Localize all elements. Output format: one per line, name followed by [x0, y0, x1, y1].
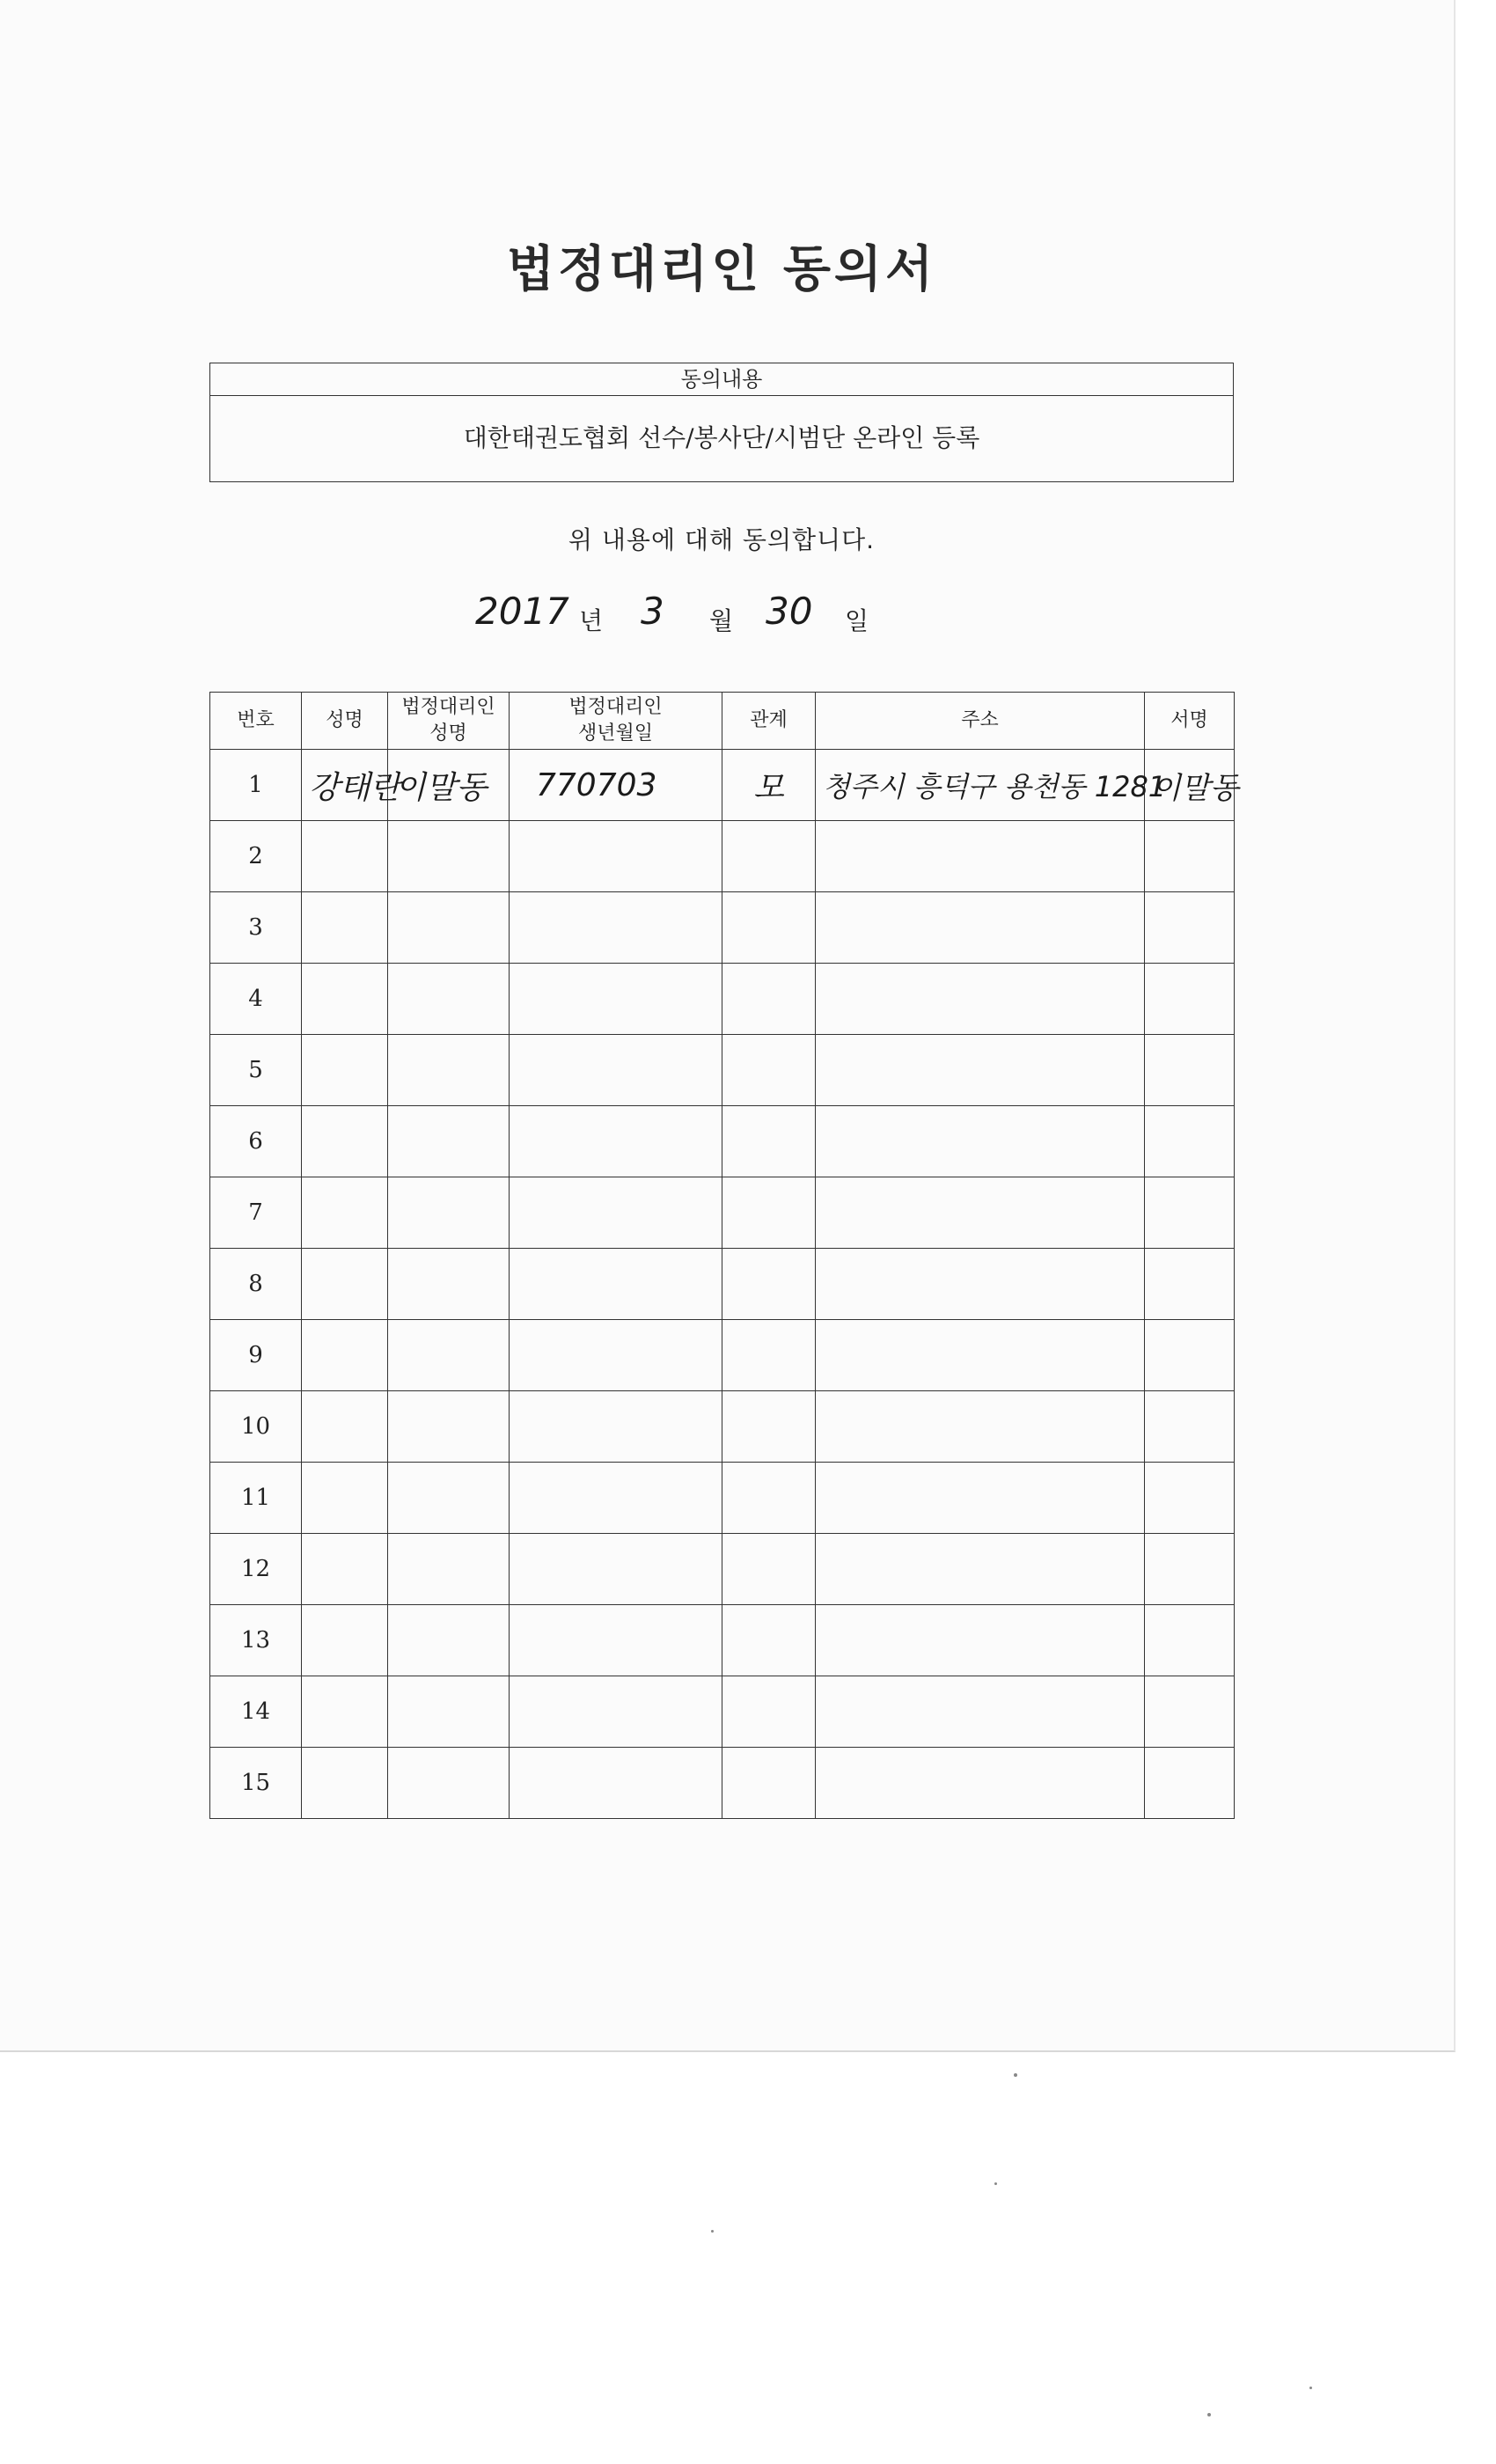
- header-signature: 서명: [1145, 693, 1235, 750]
- scan-speck: [1014, 2073, 1017, 2077]
- row-relation: [722, 1463, 816, 1534]
- row-relation: [722, 892, 816, 964]
- row-address: [816, 1106, 1145, 1177]
- table-row: [210, 1035, 1235, 1106]
- date-year-unit: 년: [579, 606, 604, 635]
- row-number: 1: [210, 750, 302, 821]
- row-guardian-birth: 770703: [510, 750, 722, 821]
- row-name: [302, 964, 388, 1035]
- date-day-unit: 일: [845, 606, 869, 635]
- row-name: [302, 821, 388, 892]
- row-relation: [722, 964, 816, 1035]
- row-relation: [722, 1605, 816, 1676]
- row-guardian-name: [388, 1035, 510, 1106]
- table-row: [210, 1249, 1235, 1320]
- row-number: 13: [210, 1605, 302, 1676]
- row-guardian-birth: [510, 892, 722, 964]
- consent-box: [209, 363, 1234, 482]
- row-relation: [722, 1748, 816, 1819]
- table-row: [210, 1106, 1235, 1177]
- row-address: [816, 1320, 1145, 1391]
- row-guardian-name: [388, 1177, 510, 1249]
- row-guardian-birth: [510, 964, 722, 1035]
- row-guardian-name: [388, 1463, 510, 1534]
- row-guardian-birth: [510, 1605, 722, 1676]
- row-name: [302, 1106, 388, 1177]
- row-relation: [722, 1391, 816, 1463]
- table-header-row: [210, 693, 1235, 750]
- row-address: [816, 964, 1145, 1035]
- row-relation: [722, 821, 816, 892]
- row-name: [302, 1748, 388, 1819]
- row-number: 3: [210, 892, 302, 964]
- row-relation: [722, 1320, 816, 1391]
- row-relation: [722, 1676, 816, 1748]
- consent-header: 동의내용: [210, 363, 1233, 396]
- row-guardian-name: [388, 1320, 510, 1391]
- row-guardian-birth: [510, 1391, 722, 1463]
- row-address: [816, 1534, 1145, 1605]
- header-guardian-name: [388, 693, 510, 750]
- header-guardian-birth: [510, 693, 722, 750]
- row-guardian-birth: [510, 1177, 722, 1249]
- table-row: [210, 1177, 1235, 1249]
- row-guardian-birth: [510, 1463, 722, 1534]
- row-signature: 이말동: [1145, 750, 1235, 821]
- row-number: 12: [210, 1534, 302, 1605]
- row-relation: [722, 1035, 816, 1106]
- table-row: [210, 821, 1235, 892]
- row-relation: [722, 1249, 816, 1320]
- row-guardian-name: [388, 821, 510, 892]
- table-row: [210, 1605, 1235, 1676]
- row-signature: [1145, 1035, 1235, 1106]
- row-guardian-birth: [510, 1106, 722, 1177]
- row-signature: [1145, 821, 1235, 892]
- scan-speck: [1207, 2413, 1211, 2416]
- header-guardian-birth-line1: 법정대리인: [568, 696, 663, 718]
- document-title: 법정대리인 동의서: [506, 241, 937, 298]
- header-guardian-birth-line2: 생년월일: [577, 722, 653, 744]
- row-number: 5: [210, 1035, 302, 1106]
- row-guardian-name: [388, 1391, 510, 1463]
- scan-speck: [711, 2230, 714, 2233]
- row-name: [302, 892, 388, 964]
- row-guardian-birth: [510, 1748, 722, 1819]
- row-name: [302, 1463, 388, 1534]
- agree-statement: 위 내용에 대해 동의합니다.: [568, 525, 876, 554]
- table-row: [210, 1463, 1235, 1534]
- row-name: [302, 1605, 388, 1676]
- row-guardian-name: [388, 1534, 510, 1605]
- row-relation: [722, 1106, 816, 1177]
- header-address: 주소: [816, 693, 1145, 750]
- table-row: [210, 1748, 1235, 1819]
- row-address: [816, 1391, 1145, 1463]
- row-address: [816, 1035, 1145, 1106]
- row-number: 15: [210, 1748, 302, 1819]
- row-relation: 모: [722, 750, 816, 821]
- scan-speck: [1309, 2387, 1312, 2389]
- row-signature: [1145, 1748, 1235, 1819]
- row-number: 6: [210, 1106, 302, 1177]
- row-relation: [722, 1534, 816, 1605]
- row-guardian-name: [388, 1676, 510, 1748]
- row-number: 10: [210, 1391, 302, 1463]
- row-address: [816, 1463, 1145, 1534]
- scan-speck: [994, 2182, 997, 2185]
- header-number: 번호: [210, 693, 302, 750]
- header-relation: 관계: [722, 693, 816, 750]
- row-signature: [1145, 1106, 1235, 1177]
- row-number: 8: [210, 1249, 302, 1320]
- row-name: [302, 1177, 388, 1249]
- table-row: [210, 892, 1235, 964]
- table-row: [210, 1320, 1235, 1391]
- header-guardian-name-line2: 성명: [429, 722, 467, 744]
- row-number: 14: [210, 1676, 302, 1748]
- date-month-handwritten: 3: [641, 590, 664, 633]
- row-signature: [1145, 1177, 1235, 1249]
- row-signature: [1145, 1391, 1235, 1463]
- row-relation: [722, 1177, 816, 1249]
- row-name: [302, 1320, 388, 1391]
- row-guardian-name: 이말동: [388, 750, 510, 821]
- header-guardian-name-line1: 법정대리인: [401, 696, 495, 718]
- row-guardian-birth: [510, 1035, 722, 1106]
- row-signature: [1145, 1605, 1235, 1676]
- row-guardian-birth: [510, 1676, 722, 1748]
- row-guardian-birth: [510, 1249, 722, 1320]
- row-address: [816, 1249, 1145, 1320]
- row-name: [302, 1249, 388, 1320]
- row-number: 9: [210, 1320, 302, 1391]
- row-guardian-birth: [510, 821, 722, 892]
- row-address: [816, 1605, 1145, 1676]
- row-address: [816, 1676, 1145, 1748]
- guardian-table: [209, 692, 1239, 1819]
- row-guardian-name: [388, 1249, 510, 1320]
- row-signature: [1145, 964, 1235, 1035]
- table-row: [210, 1391, 1235, 1463]
- row-guardian-name: [388, 892, 510, 964]
- row-guardian-name: [388, 1605, 510, 1676]
- table-row: [210, 1676, 1235, 1748]
- row-number: 11: [210, 1463, 302, 1534]
- row-guardian-name: [388, 1106, 510, 1177]
- row-guardian-name: [388, 964, 510, 1035]
- row-address: [816, 821, 1145, 892]
- row-address: [816, 1177, 1145, 1249]
- row-signature: [1145, 1463, 1235, 1534]
- row-guardian-birth: [510, 1534, 722, 1605]
- row-address: [816, 892, 1145, 964]
- row-guardian-birth: [510, 1320, 722, 1391]
- table-row: [210, 964, 1235, 1035]
- row-number: 2: [210, 821, 302, 892]
- row-signature: [1145, 892, 1235, 964]
- row-guardian-name: [388, 1748, 510, 1819]
- table-row: [210, 750, 1235, 821]
- row-name: [302, 1534, 388, 1605]
- row-name: [302, 1391, 388, 1463]
- row-signature: [1145, 1320, 1235, 1391]
- consent-body: 대한태권도협회 선수/봉사단/시범단 온라인 등록: [463, 423, 980, 452]
- row-signature: [1145, 1676, 1235, 1748]
- row-number: 7: [210, 1177, 302, 1249]
- row-address: 청주시 흥덕구 용천동 1281: [816, 750, 1145, 821]
- row-number: 4: [210, 964, 302, 1035]
- row-name: 강태란: [302, 750, 388, 821]
- row-signature: [1145, 1249, 1235, 1320]
- date-month-unit: 월: [709, 606, 734, 635]
- table-row: [210, 1534, 1235, 1605]
- date-day-handwritten: 30: [766, 590, 813, 633]
- row-name: [302, 1676, 388, 1748]
- row-name: [302, 1035, 388, 1106]
- date-year-handwritten: 2017: [475, 590, 569, 633]
- row-address: [816, 1748, 1145, 1819]
- header-name: 성명: [302, 693, 388, 750]
- row-signature: [1145, 1534, 1235, 1605]
